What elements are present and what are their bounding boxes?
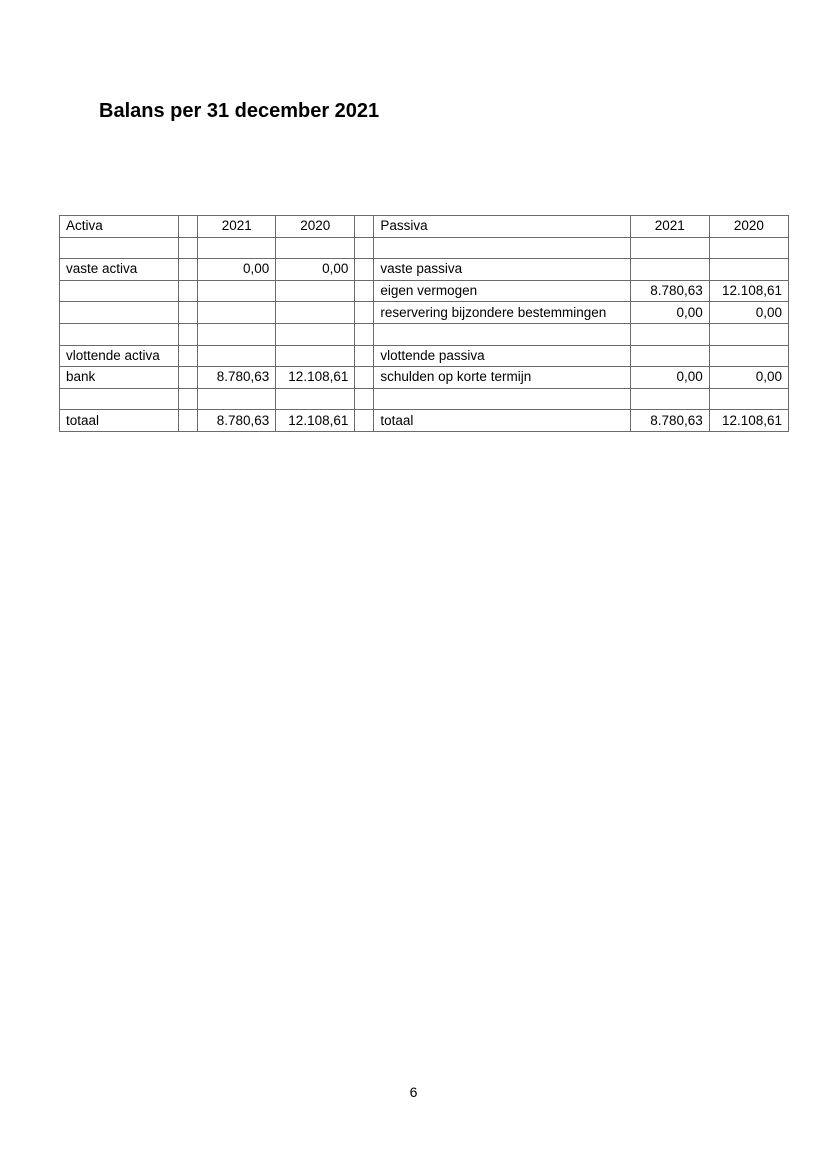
header-activa-2021: 2021 [198, 216, 276, 238]
activa-label-cell: bank [60, 367, 179, 389]
activa-label-cell [60, 323, 179, 345]
passiva-label-cell [374, 388, 630, 410]
activa-2020-cell: 0,00 [276, 259, 355, 281]
spacer-cell [355, 280, 374, 302]
activa-label-cell [60, 280, 179, 302]
passiva-2020-cell [709, 388, 788, 410]
passiva-2021-cell [630, 323, 709, 345]
activa-2020-cell [276, 388, 355, 410]
passiva-label-cell: eigen vermogen [374, 280, 630, 302]
spacer-cell [355, 388, 374, 410]
table-row [60, 367, 789, 389]
activa-label-cell: vaste activa [60, 259, 179, 281]
passiva-2020-cell [709, 345, 788, 367]
header-activa: Activa [60, 216, 179, 238]
activa-2020-cell [276, 323, 355, 345]
activa-2020-cell [276, 280, 355, 302]
passiva-label-cell: vaste passiva [374, 259, 630, 281]
activa-2021-cell [198, 302, 276, 324]
table-row [60, 302, 789, 324]
passiva-2021-cell [630, 259, 709, 281]
table-row [60, 237, 789, 259]
table-row [60, 280, 789, 302]
activa-2020-cell [276, 302, 355, 324]
passiva-label-cell: totaal [374, 410, 630, 432]
activa-label-cell: vlottende activa [60, 345, 179, 367]
activa-2021-cell [198, 345, 276, 367]
table-header-row [60, 216, 789, 238]
activa-2021-cell: 0,00 [198, 259, 276, 281]
spacer-cell [355, 259, 374, 281]
spacer-cell [179, 237, 198, 259]
header-passiva: Passiva [374, 216, 630, 238]
spacer-cell [179, 280, 198, 302]
table-row [60, 410, 789, 432]
spacer-cell [179, 410, 198, 432]
passiva-2021-cell [630, 237, 709, 259]
passiva-2020-cell [709, 259, 788, 281]
passiva-2020-cell: 12.108,61 [709, 410, 788, 432]
spacer-cell [179, 259, 198, 281]
activa-label-cell [60, 388, 179, 410]
spacer-cell [179, 302, 198, 324]
spacer-cell [355, 237, 374, 259]
passiva-label-cell: reservering bijzondere bestemmingen [374, 302, 630, 324]
table-row [60, 345, 789, 367]
activa-2021-cell [198, 388, 276, 410]
passiva-2021-cell: 0,00 [630, 367, 709, 389]
passiva-label-cell [374, 323, 630, 345]
passiva-label-cell: schulden op korte termijn [374, 367, 630, 389]
activa-2020-cell: 12.108,61 [276, 410, 355, 432]
passiva-2020-cell [709, 323, 788, 345]
activa-2021-cell [198, 237, 276, 259]
passiva-2021-cell [630, 345, 709, 367]
spacer-cell [355, 410, 374, 432]
page-number: 6 [409, 1084, 418, 1100]
passiva-label-cell: vlottende passiva [374, 345, 630, 367]
header-activa-2020: 2020 [276, 216, 355, 238]
passiva-2021-cell: 8.780,63 [630, 410, 709, 432]
activa-2021-cell [198, 323, 276, 345]
spacer-cell [355, 323, 374, 345]
table-row [60, 259, 789, 281]
spacer-cell [179, 216, 198, 238]
passiva-2020-cell: 0,00 [709, 302, 788, 324]
balance-sheet-table [59, 215, 789, 432]
spacer-cell [179, 388, 198, 410]
page-title: Balans per 31 december 2021 [99, 100, 380, 122]
spacer-cell [179, 367, 198, 389]
spacer-cell [355, 216, 374, 238]
activa-2021-cell [198, 280, 276, 302]
activa-2021-cell: 8.780,63 [198, 367, 276, 389]
spacer-cell [355, 345, 374, 367]
header-passiva-2021: 2021 [630, 216, 709, 238]
activa-2020-cell: 12.108,61 [276, 367, 355, 389]
spacer-cell [355, 302, 374, 324]
passiva-2021-cell: 8.780,63 [630, 280, 709, 302]
activa-label-cell [60, 302, 179, 324]
passiva-2021-cell: 0,00 [630, 302, 709, 324]
spacer-cell [179, 323, 198, 345]
activa-2020-cell [276, 237, 355, 259]
passiva-label-cell [374, 237, 630, 259]
spacer-cell [355, 367, 374, 389]
header-passiva-2020: 2020 [709, 216, 788, 238]
passiva-2020-cell: 12.108,61 [709, 280, 788, 302]
passiva-2020-cell [709, 237, 788, 259]
activa-2020-cell [276, 345, 355, 367]
activa-2021-cell: 8.780,63 [198, 410, 276, 432]
passiva-2020-cell: 0,00 [709, 367, 788, 389]
table-row [60, 323, 789, 345]
passiva-2021-cell [630, 388, 709, 410]
activa-label-cell [60, 237, 179, 259]
activa-label-cell: totaal [60, 410, 179, 432]
table-row [60, 388, 789, 410]
spacer-cell [179, 345, 198, 367]
